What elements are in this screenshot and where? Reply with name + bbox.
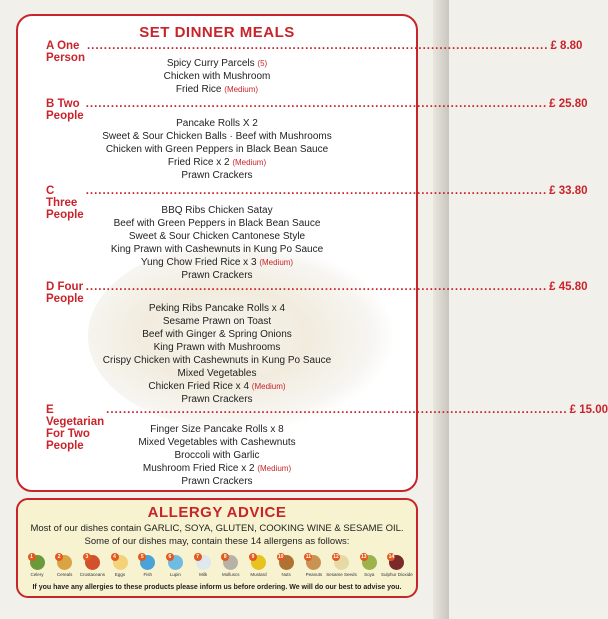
allergen-icon-row bbox=[24, 554, 413, 581]
allergy-line-2: Some of our dishes may, contain these 14 allergens as follows: bbox=[84, 536, 350, 547]
menu-item: Beef with Ginger & Spring Onions bbox=[142, 329, 292, 340]
allergen-milk bbox=[190, 555, 216, 581]
mustard-icon bbox=[251, 555, 266, 570]
menu-item: Finger Size Pancake Rolls x 8 bbox=[150, 424, 284, 435]
leader-dots: .............................................................................................................. bbox=[85, 185, 548, 197]
soya-icon bbox=[362, 555, 377, 570]
menu-item: Prawn Crackers bbox=[181, 170, 253, 181]
section-name: C Three People bbox=[46, 185, 84, 221]
allergen-nuts bbox=[273, 555, 299, 581]
leader-dots: .............................................................................................................. bbox=[85, 98, 548, 110]
menu-item: Chicken with Mushroom bbox=[163, 71, 271, 82]
allergen-number: 7 bbox=[194, 553, 202, 561]
allergen-number: 8 bbox=[221, 553, 229, 561]
allergen-label: Fish bbox=[143, 572, 152, 577]
menu-item: Mixed Vegetables with Cashewnuts bbox=[138, 437, 296, 448]
allergy-advice-panel bbox=[16, 498, 418, 598]
section-name: B Two People bbox=[46, 98, 84, 122]
allergen-molluscs bbox=[218, 555, 244, 581]
leader-dots: .............................................................................................................. bbox=[106, 404, 568, 416]
menu-item: Sesame Prawn on Toast bbox=[162, 316, 272, 327]
eggs-icon bbox=[113, 555, 128, 570]
allergen-label: Eggs bbox=[114, 572, 126, 577]
menu-item: Sweet & Sour Chicken Cantonese Style bbox=[128, 231, 306, 242]
menu-item: King Prawn with Mushrooms bbox=[153, 342, 281, 353]
allergen-label: Peanuts bbox=[305, 572, 323, 577]
allergen-sulphur-dioxide bbox=[381, 554, 413, 581]
allergen-label: Nuts bbox=[281, 572, 291, 577]
allergen-mustard bbox=[246, 555, 272, 581]
section-price: £ 25.80 bbox=[549, 98, 588, 110]
menu-item: Beef with Green Peppers in Black Bean Sauce bbox=[113, 218, 321, 229]
menu-item: Fried Rice x 2 (Medium) bbox=[167, 157, 267, 168]
menu-item: Pancake Rolls X 2 bbox=[176, 118, 258, 129]
menu-item: Broccoli with Garlic bbox=[174, 450, 260, 461]
molluscs-icon bbox=[223, 555, 238, 570]
menu-item: Chicken with Green Peppers in Black Bean Sauce bbox=[105, 144, 329, 155]
allergen-label: Sulphur Dioxide bbox=[381, 572, 413, 577]
cereals-icon bbox=[57, 555, 72, 570]
sulphur-dioxide-icon bbox=[389, 555, 404, 570]
allergen-lupin bbox=[162, 555, 188, 581]
menu-item: Spicy Curry Parcels (5) bbox=[166, 58, 268, 69]
allergen-number: 13 bbox=[360, 554, 367, 560]
allergy-line-1: Most of our dishes contain GARLIC, SOYA, GLUTEN, COOKING WINE & SESAME OIL. bbox=[30, 523, 404, 534]
menu-item: Prawn Crackers bbox=[181, 394, 253, 405]
allergen-label: Celery bbox=[30, 572, 44, 577]
allergen-crustaceans bbox=[79, 555, 105, 581]
allergen-label: Crustaceans bbox=[79, 572, 105, 577]
menu-item: Crispy Chicken with Cashewnuts in Kung Po Sauce bbox=[102, 355, 332, 366]
page-edge bbox=[433, 0, 449, 619]
section-b-heading bbox=[46, 98, 588, 122]
allergen-label: Molluscs bbox=[222, 572, 240, 577]
menu-item: King Prawn with Cashewnuts in Kung Po Sauce bbox=[110, 244, 324, 255]
allergen-label: Sesame Seeds bbox=[326, 572, 357, 577]
allergen-number: 10 bbox=[277, 554, 284, 560]
menu-item: Yung Chow Fried Rice x 3 (Medium) bbox=[140, 257, 294, 268]
allergen-label: Lupin bbox=[169, 572, 181, 577]
allergen-celery bbox=[24, 555, 50, 581]
allergen-number: 4 bbox=[111, 553, 119, 561]
menu-item: Fried Rice (Medium) bbox=[175, 84, 259, 95]
allergy-title: ALLERGY ADVICE bbox=[147, 504, 287, 521]
menu-item: Prawn Crackers bbox=[181, 270, 253, 281]
fish-icon bbox=[140, 555, 155, 570]
section-d-heading bbox=[46, 281, 588, 305]
allergen-label: Soya bbox=[364, 572, 375, 577]
nuts-icon bbox=[279, 555, 294, 570]
allergen-number: 5 bbox=[138, 553, 146, 561]
allergen-peanuts bbox=[301, 555, 327, 581]
menu-item: Mushroom Fried Rice x 2 (Medium) bbox=[142, 463, 292, 474]
allergen-number: 14 bbox=[388, 554, 395, 560]
menu-item: Peking Ribs Pancake Rolls x 4 bbox=[148, 303, 286, 314]
section-price: £ 45.80 bbox=[549, 281, 588, 293]
leader-dots: .............................................................................................................. bbox=[86, 40, 549, 52]
section-price: £ 8.80 bbox=[550, 40, 583, 52]
allergen-number: 6 bbox=[166, 553, 174, 561]
peanuts-icon bbox=[306, 555, 321, 570]
menu-item: Mixed Vegetables bbox=[177, 368, 257, 379]
menu-item: BBQ Ribs Chicken Satay bbox=[161, 205, 273, 216]
celery-icon bbox=[30, 555, 45, 570]
sesame-seeds-icon bbox=[334, 555, 349, 570]
allergen-number: 1 bbox=[28, 553, 36, 561]
section-name: E Vegetarian For Two People bbox=[46, 404, 105, 452]
menu-item: Sweet & Sour Chicken Balls · Beef with Mushrooms bbox=[102, 131, 332, 142]
allergen-soya bbox=[356, 555, 382, 581]
menu-title: SET DINNER MEALS bbox=[139, 24, 295, 41]
allergen-number: 12 bbox=[333, 554, 339, 560]
lupin-icon bbox=[168, 555, 183, 570]
leader-dots: .............................................................................................................. bbox=[85, 281, 548, 293]
section-name: D Four People bbox=[46, 281, 84, 305]
allergen-number: 9 bbox=[249, 553, 257, 561]
allergen-eggs bbox=[107, 555, 133, 581]
allergen-fish bbox=[135, 555, 161, 581]
menu-item: Prawn Crackers bbox=[181, 476, 253, 487]
menu-item: Chicken Fried Rice x 4 (Medium) bbox=[148, 381, 286, 392]
allergen-label: Mustard bbox=[250, 572, 267, 577]
allergen-number: 3 bbox=[83, 553, 91, 561]
section-price: £ 15.00 bbox=[569, 404, 608, 416]
crustaceans-icon bbox=[85, 555, 100, 570]
allergen-label: Milk bbox=[199, 572, 208, 577]
allergen-number: 2 bbox=[55, 553, 63, 561]
allergen-sesame-seeds bbox=[326, 554, 357, 581]
allergy-footer: If you have any allergies to these products please inform us before ordering. We will do our best to advise you. bbox=[32, 584, 402, 591]
allergen-cereals bbox=[52, 555, 78, 581]
allergen-number: 11 bbox=[305, 554, 312, 560]
section-name: A One Person bbox=[46, 40, 85, 64]
milk-icon bbox=[196, 555, 211, 570]
allergen-label: Cereals bbox=[56, 572, 73, 577]
section-price: £ 33.80 bbox=[549, 185, 588, 197]
